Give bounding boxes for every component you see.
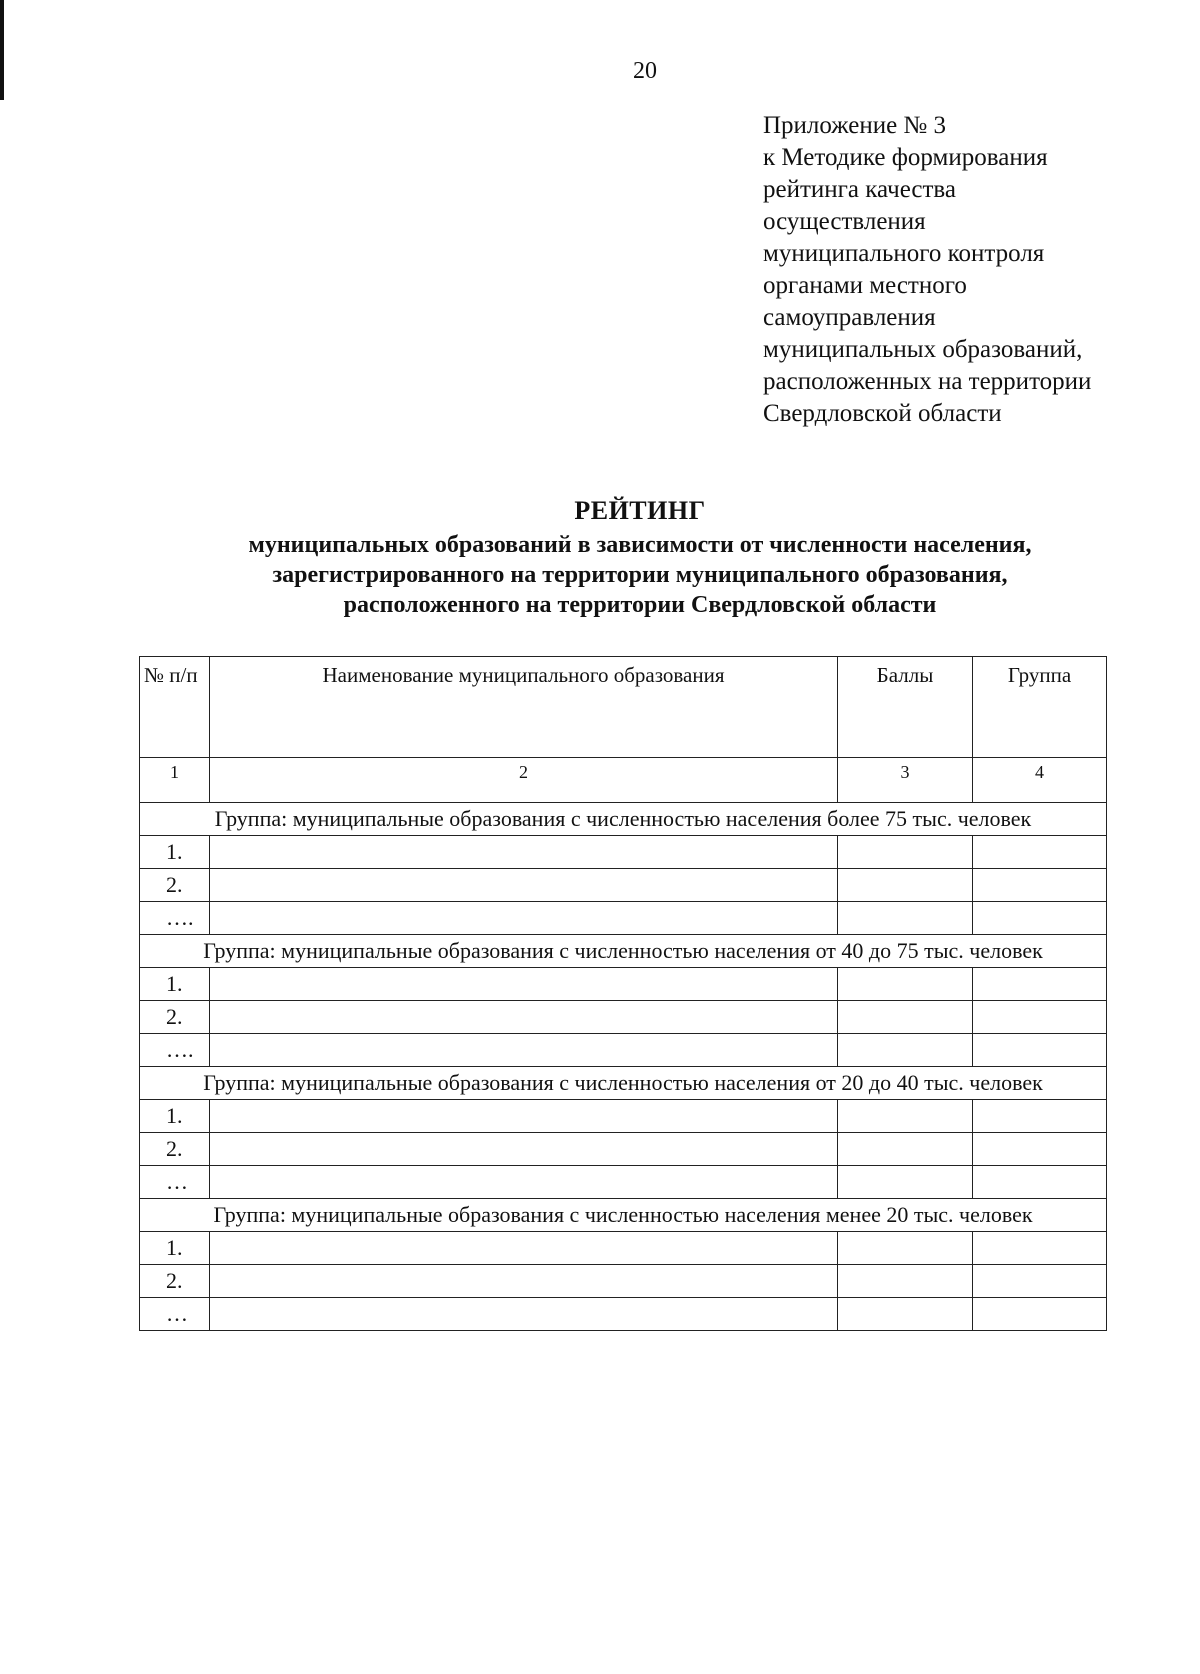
table-row [140,1166,1107,1199]
cell-score[interactable] [838,1298,973,1331]
cell-group[interactable] [973,1232,1107,1265]
cell-score[interactable] [838,869,973,902]
cell-group[interactable] [973,1034,1107,1067]
appendix-line: рейтинга качества [763,176,957,203]
cell-name[interactable] [210,1166,838,1199]
title-main: РЕЙТИНГ [574,496,706,525]
cell-name[interactable] [210,836,838,869]
table-row [140,1298,1107,1331]
appendix-note [763,110,1183,430]
cell-score[interactable] [838,1001,973,1034]
row-index: 2. [140,869,210,902]
group-header-row [140,935,1107,968]
cell-group[interactable] [973,836,1107,869]
header-name: Наименование муниципального образования [210,657,838,758]
rating-table [139,656,1107,1331]
row-index: 2. [140,1001,210,1034]
column-number: 1 [140,758,210,803]
group-label: Группа: муниципальные образования с численностью населения менее 20 тыс. человек [140,1199,1107,1232]
header-score: Баллы [838,657,973,758]
appendix-line: расположенных на территории [763,368,1092,395]
cell-group[interactable] [973,869,1107,902]
cell-name[interactable] [210,1001,838,1034]
table-row [140,836,1107,869]
appendix-line: самоуправления [763,304,936,331]
cell-name[interactable] [210,1133,838,1166]
cell-score[interactable] [838,1100,973,1133]
group-header-row [140,1199,1107,1232]
table-row [140,1034,1107,1067]
cell-name[interactable] [210,1034,838,1067]
cell-group[interactable] [973,968,1107,1001]
row-index: 1. [140,968,210,1001]
cell-name[interactable] [210,869,838,902]
appendix-line: Свердловской области [763,400,1002,427]
cell-score[interactable] [838,968,973,1001]
title-subline: зарегистрированного на территории муниципального образования, [272,562,1008,588]
scan-binding-mark [0,0,4,100]
appendix-line: осуществления [763,208,926,235]
row-index: 1. [140,836,210,869]
header-number: № п/п [140,657,210,758]
group-label: Группа: муниципальные образования с численностью населения более 75 тыс. человек [140,803,1107,836]
cell-score[interactable] [838,1034,973,1067]
cell-score[interactable] [838,902,973,935]
appendix-line: муниципальных образований, [763,336,1083,363]
group-label: Группа: муниципальные образования с численностью населения от 40 до 75 тыс. человек [140,935,1107,968]
table-row [140,1100,1107,1133]
cell-group[interactable] [973,1298,1107,1331]
cell-name[interactable] [210,1265,838,1298]
row-index: 1. [140,1100,210,1133]
cell-name[interactable] [210,1298,838,1331]
table-row [140,869,1107,902]
table-header-row [140,657,1107,758]
table-row [140,1232,1107,1265]
document-title [150,492,1130,620]
title-subline: расположенного на территории Свердловской области [343,592,937,618]
appendix-line: к Методике формирования [763,144,1048,171]
cell-score[interactable] [838,1232,973,1265]
table-row [140,1133,1107,1166]
cell-group[interactable] [973,902,1107,935]
table-row [140,968,1107,1001]
cell-name[interactable] [210,1100,838,1133]
cell-score[interactable] [838,1166,973,1199]
cell-group[interactable] [973,1166,1107,1199]
cell-group[interactable] [973,1133,1107,1166]
column-number: 3 [838,758,973,803]
table-row [140,1001,1107,1034]
row-index: …. [140,1034,210,1067]
cell-name[interactable] [210,902,838,935]
row-index: 2. [140,1133,210,1166]
cell-group[interactable] [973,1001,1107,1034]
cell-name[interactable] [210,968,838,1001]
column-number: 4 [973,758,1107,803]
row-index: …. [140,902,210,935]
group-label: Группа: муниципальные образования с численностью населения от 20 до 40 тыс. человек [140,1067,1107,1100]
group-header-row [140,803,1107,836]
header-group: Группа [973,657,1107,758]
cell-score[interactable] [838,1265,973,1298]
row-index: 1. [140,1232,210,1265]
appendix-line: Приложение № 3 [763,112,947,139]
table-row [140,1265,1107,1298]
cell-group[interactable] [973,1100,1107,1133]
appendix-line: муниципального контроля [763,240,1045,267]
cell-score[interactable] [838,836,973,869]
column-number-row [140,758,1107,803]
table-row [140,902,1107,935]
column-number: 2 [210,758,838,803]
row-index: 2. [140,1265,210,1298]
group-header-row [140,1067,1107,1100]
appendix-line: органами местного [763,272,967,299]
cell-name[interactable] [210,1232,838,1265]
row-index: … [140,1166,210,1199]
page-number: 20 [633,58,657,84]
cell-group[interactable] [973,1265,1107,1298]
title-subline: муниципальных образований в зависимости от численности населения, [248,532,1032,558]
cell-score[interactable] [838,1133,973,1166]
row-index: … [140,1298,210,1331]
